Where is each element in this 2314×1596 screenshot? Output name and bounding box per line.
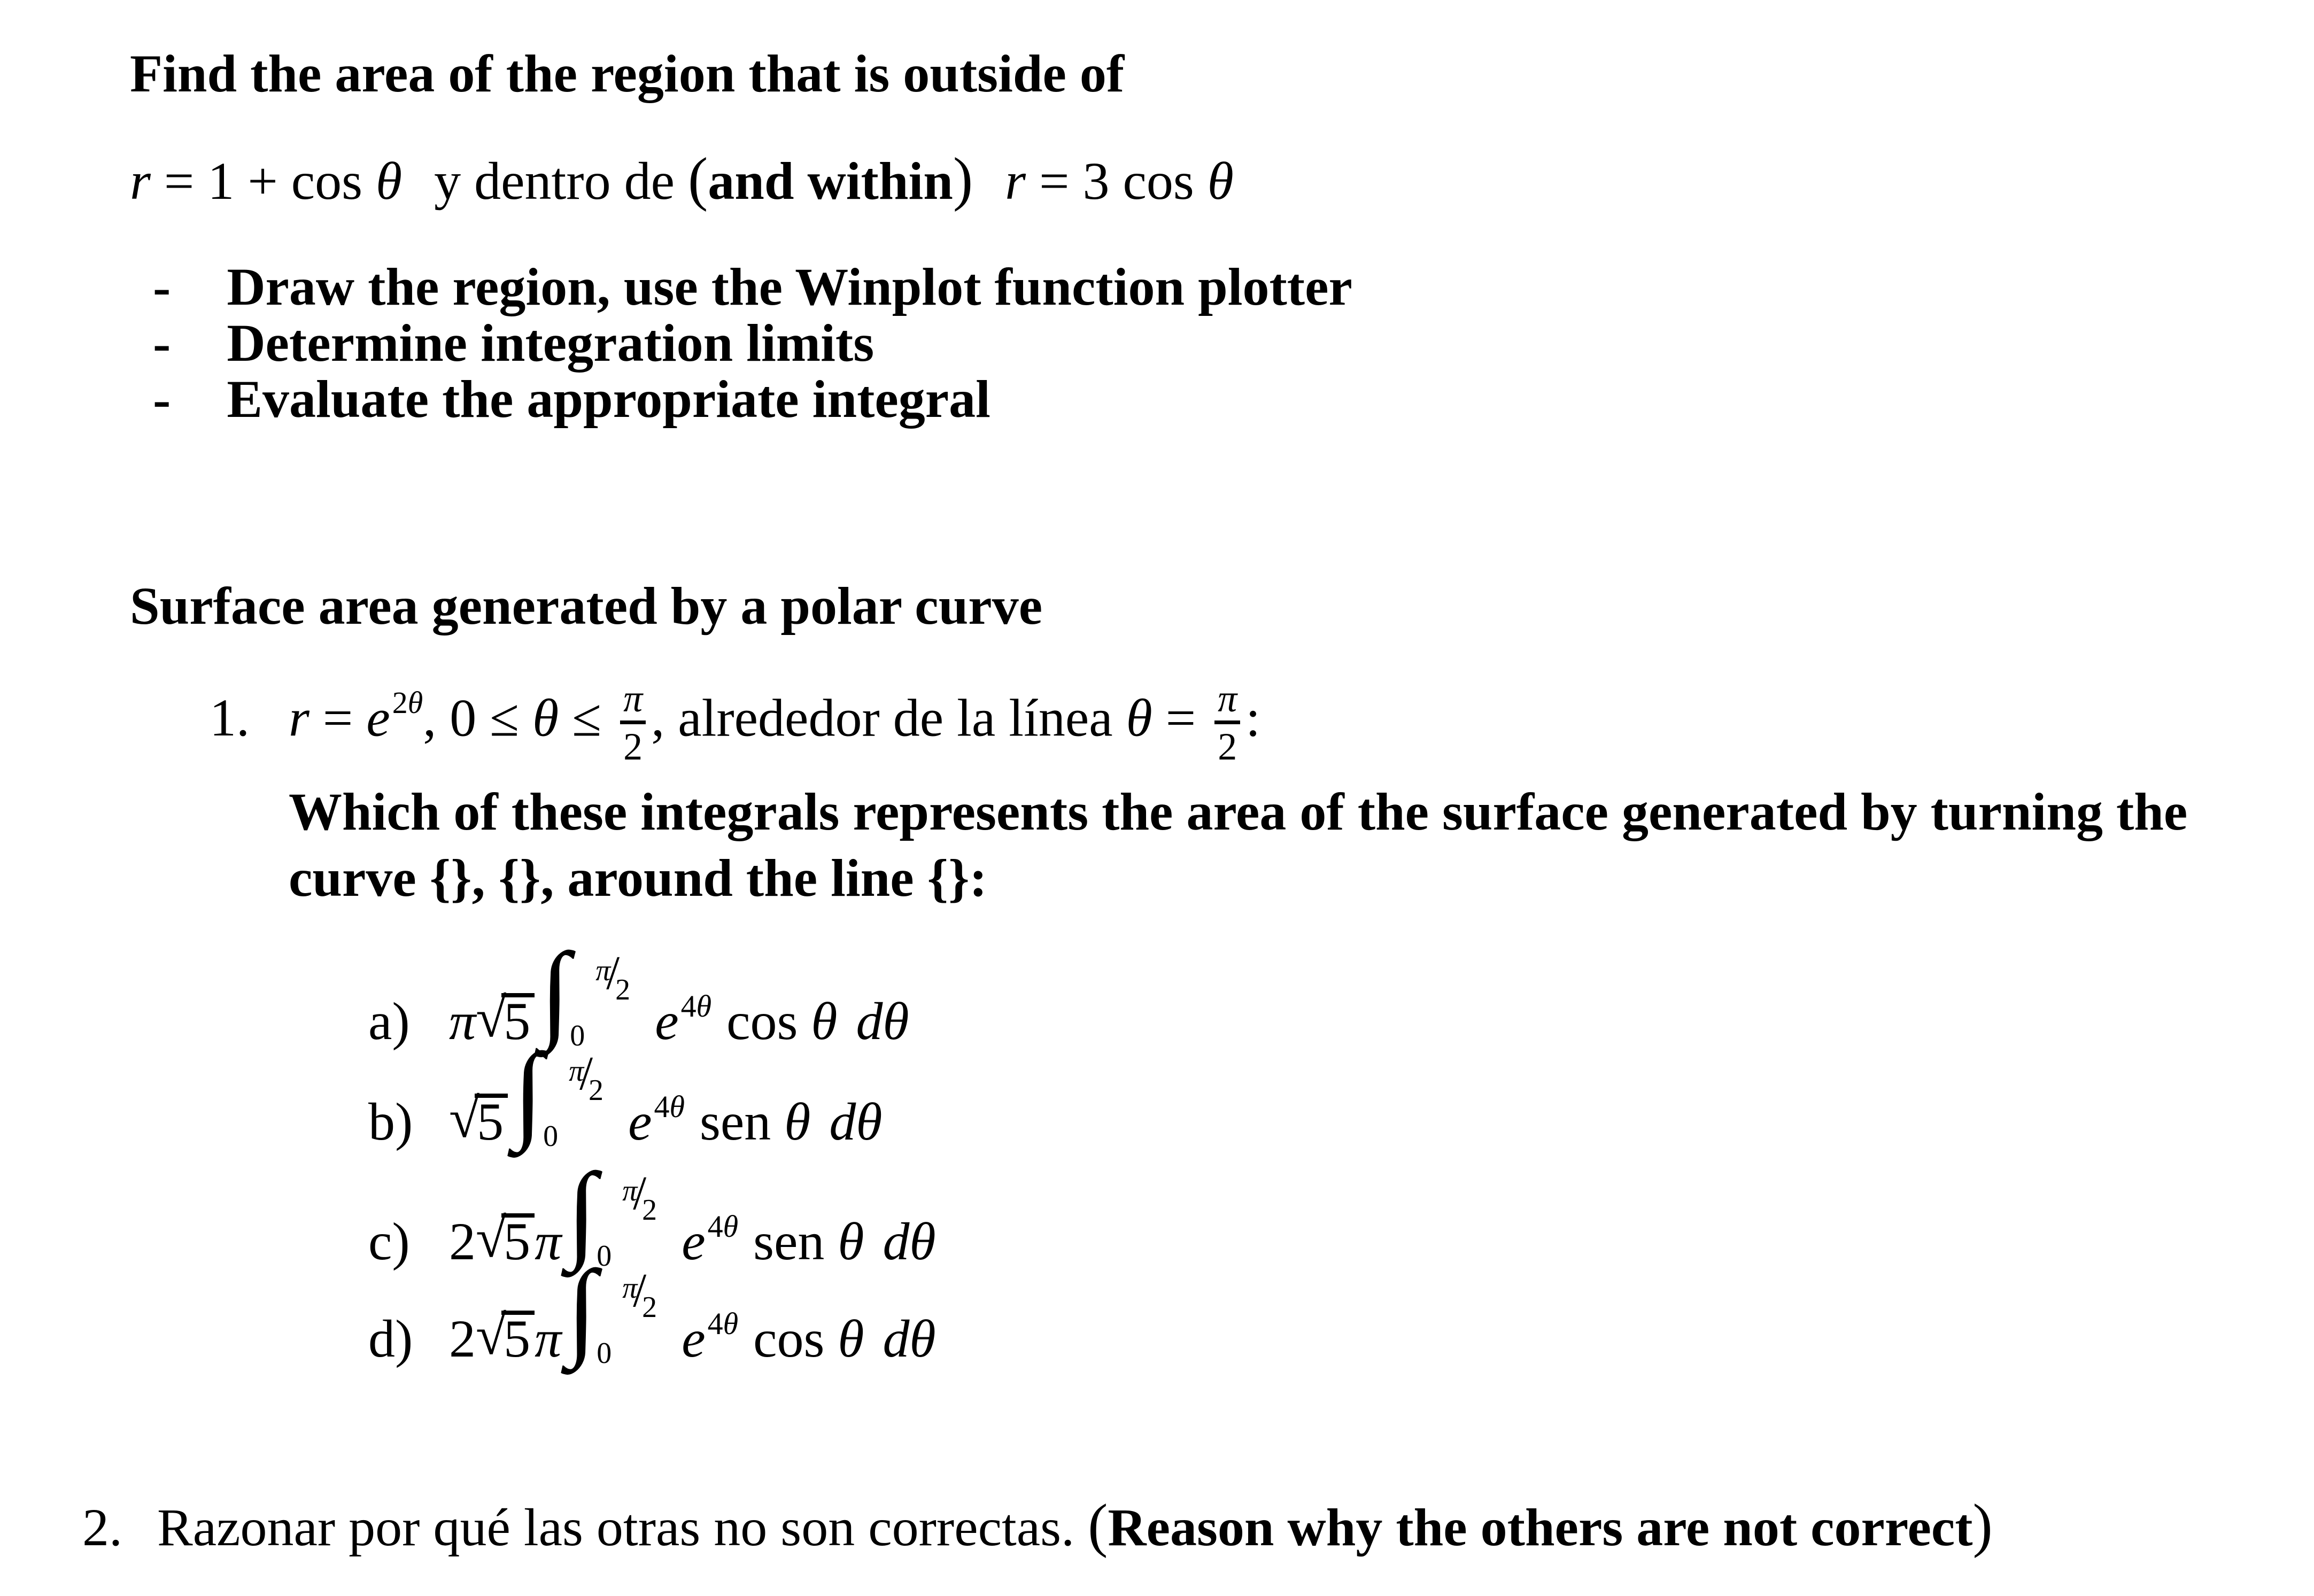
equation-theta1: θ [376, 151, 403, 211]
problem1-equation [130, 145, 1234, 214]
integral-sign: ∫ [513, 1031, 544, 1152]
bullet-dash: - [153, 369, 171, 429]
item2-number: 2. [82, 1498, 122, 1557]
bullet-item [153, 256, 1352, 317]
option-base-e: e [655, 991, 679, 1051]
option-sqrt [476, 1207, 535, 1271]
equation-rel2: = 3 cos [1039, 151, 1194, 211]
option-label: c) [368, 1212, 410, 1271]
option-arg-theta: θ [784, 1092, 811, 1151]
bullet-text: Determine integration limits [227, 313, 874, 373]
bullet-text: Draw the region, use the Winplot function plotter [227, 257, 1352, 316]
item1-exponent: 2θ [392, 685, 423, 720]
option-exponent: 4θ [707, 1209, 739, 1244]
option-arg-theta: θ [838, 1309, 864, 1368]
equation-var-r2: r [1005, 151, 1026, 211]
option-label: b) [368, 1092, 413, 1151]
option-coefficient-pi-post: π [535, 1212, 562, 1271]
option-sqrt [476, 1305, 535, 1368]
option-trig-fn: cos [753, 1309, 825, 1368]
item2-lparen: ( [1088, 1492, 1108, 1559]
radical-sign: √ [476, 1305, 507, 1366]
question-paragraph [289, 779, 2187, 911]
item1-text-es: alrededor de la línea [678, 688, 1113, 748]
item1-var2: θ [1126, 688, 1152, 748]
option-arg-theta: θ [811, 991, 838, 1051]
integral-upper-limit: π/2 [622, 1167, 657, 1227]
integral-sign: ∫ [540, 931, 570, 1052]
radical-sign: √ [476, 987, 507, 1049]
option-label: d) [368, 1309, 413, 1368]
question-line2: curve {}, {}, around the line {}: [289, 848, 987, 908]
sqrt-argument: 5 [475, 1094, 508, 1143]
option-base-e: e [682, 1212, 706, 1271]
equation-lparen: ( [688, 146, 708, 212]
question-line1: Which of these integrals represents the area of the surface generated by turning the [289, 782, 2188, 841]
section-heading: Surface area generated by a polar curve [130, 576, 1043, 636]
item1-colon: : [1245, 688, 1261, 748]
item1-base: e [366, 688, 390, 748]
option-trig-fn: sen [699, 1092, 771, 1151]
option-row [368, 931, 909, 1052]
option-sqrt [449, 1088, 508, 1151]
item1-var: r [289, 688, 309, 748]
integral-upper-limit: π/2 [595, 947, 631, 1006]
item2-rparen: ) [1972, 1492, 1993, 1559]
item1-range-pre: , 0 ≤ [423, 688, 520, 748]
item2-line [82, 1491, 1993, 1560]
option-base-e: e [682, 1309, 706, 1368]
option-row [368, 1248, 936, 1370]
option-differential: dθ [829, 1092, 883, 1151]
option-differential: dθ [883, 1309, 936, 1368]
equation-bold-text: and within [708, 151, 953, 211]
item1-line [210, 679, 1260, 766]
option-coefficient-number: 2 [449, 1212, 476, 1271]
radical-sign: √ [449, 1088, 480, 1149]
problem1-title: Find the area of the region that is outside of [130, 44, 1125, 103]
option-exponent: 4θ [680, 989, 712, 1024]
option-base-e: e [628, 1092, 652, 1151]
option-differential: dθ [883, 1212, 936, 1271]
integral-upper-limit: π/2 [622, 1264, 657, 1324]
item1-fraction1: $\frac{\pi}{2}$ [620, 679, 646, 766]
item1-range-post: ≤ [572, 688, 602, 748]
option-trig-fn: sen [753, 1212, 825, 1271]
integral-sign: ∫ [567, 1248, 597, 1369]
equation-mid-text: y dentro de [434, 151, 675, 211]
radical-sign: √ [476, 1207, 507, 1269]
integral-lower-limit: 0 [597, 1239, 612, 1273]
option-arg-theta: θ [838, 1212, 864, 1271]
option-trig-fn: cos [726, 991, 798, 1051]
option-coefficient-pi-post: π [535, 1309, 562, 1368]
sqrt-argument: 5 [501, 1311, 535, 1360]
sqrt-argument: 5 [501, 1213, 535, 1263]
item1-range-var: θ [532, 688, 559, 748]
item1-comma: , [651, 688, 665, 748]
option-exponent: 4θ [654, 1089, 685, 1124]
item1-eq: = [322, 688, 353, 748]
option-integral [567, 1248, 682, 1370]
option-integral [513, 1031, 628, 1153]
integral-lower-limit: 0 [543, 1120, 559, 1153]
option-label: a) [368, 991, 410, 1051]
bullet-text: Evaluate the appropriate integral [227, 369, 990, 429]
option-coefficient-number: 2 [449, 1309, 476, 1368]
integral-upper-limit: π/2 [569, 1047, 604, 1107]
integral-sign: ∫ [567, 1151, 597, 1272]
option-exponent: 4θ [707, 1306, 739, 1341]
equation-rel1: = 1 + cos [164, 151, 363, 211]
item2-text: Razonar por qué las otras no son correctas. [157, 1498, 1075, 1557]
equation-var-r1: r [130, 151, 151, 211]
item2-bold-text: Reason why the others are not correct [1108, 1498, 1973, 1557]
item1-fraction2: $\frac{\pi}{2}$ [1214, 679, 1240, 766]
sqrt-argument: 5 [501, 993, 535, 1043]
bullet-dash: - [153, 257, 171, 316]
item1-eq2: = [1165, 688, 1196, 748]
option-integral [540, 931, 655, 1052]
option-row [368, 1031, 883, 1153]
option-coefficient-pi-pre: π [449, 991, 476, 1051]
integral-lower-limit: 0 [570, 1019, 585, 1052]
bullet-item [153, 312, 874, 374]
equation-theta2: θ [1207, 151, 1234, 211]
item1-number: 1. [210, 688, 250, 748]
bullet-dash: - [153, 313, 171, 373]
equation-rparen: ) [953, 146, 973, 212]
integral-lower-limit: 0 [597, 1337, 612, 1370]
option-differential: dθ [856, 991, 909, 1051]
bullet-item [153, 368, 990, 430]
